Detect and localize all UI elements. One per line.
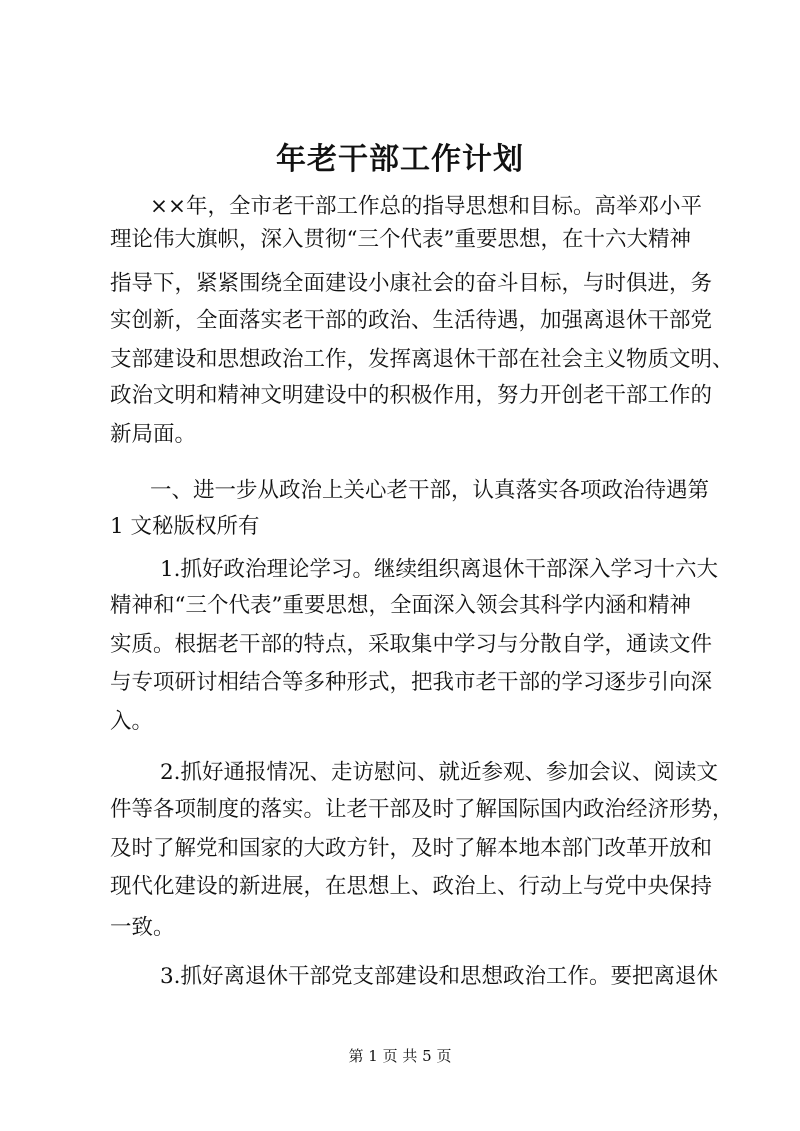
page-footer: 第 1 页 共 5 页 (348, 1047, 452, 1065)
document-title: 年老干部工作计划 (276, 142, 524, 177)
text-line: 2.抓好通报情况、走访慰问、就近参观、参加会议、阅读文 (160, 760, 719, 785)
text-line: 与专项研讨相结合等多种形式，把我市老干部的学习逐步引向深 (110, 670, 713, 695)
text-line: 精神和“三个代表”重要思想，全面深入领会其科学内涵和精神 (110, 593, 691, 618)
text-line: 理论伟大旗帜，深入贯彻“三个代表”重要思想，在十六大精神 (110, 227, 691, 252)
text-line: 入。 (110, 709, 154, 734)
text-line: 3.抓好离退休干部党支部建设和思想政治工作。要把离退休 (160, 964, 719, 989)
text-line: 支部建设和思想政治工作，发挥离退休干部在社会主义物质文明、 (110, 347, 734, 372)
text-line: ××年，全市老干部工作总的指导思想和目标。高举邓小平 (150, 194, 703, 219)
text-line: 现代化建设的新进展，在思想上、政治上、行动上与党中央保持 (110, 874, 713, 899)
text-line: 件等各项制度的落实。让老干部及时了解国际国内政治经济形势， (110, 797, 734, 822)
text-line: 实质。根据老干部的特点，采取集中学习与分散自学，通读文件 (110, 632, 713, 657)
text-line: 实创新，全面落实老干部的政治、生活待遇，加强离退休干部党 (110, 308, 713, 333)
text-line: 新局面。 (110, 422, 197, 447)
text-line: 及时了解党和国家的大政方针，及时了解本地本部门改革开放和 (110, 836, 713, 861)
text-line: 一致。 (110, 915, 175, 940)
text-line: 1.抓好政治理论学习。继续组织离退休干部深入学习十六大 (160, 557, 719, 582)
section-heading: 一、进一步从政治上关心老干部，认真落实各项政治待遇第 (150, 478, 710, 503)
text-line: 指导下，紧紧围绕全面建设小康社会的奋斗目标，与时俱进，务 (110, 271, 713, 296)
text-line: 政治文明和精神文明建设中的积极作用，努力开创老干部工作的 (110, 383, 713, 408)
text-line: 1 文秘版权所有 (110, 514, 260, 539)
